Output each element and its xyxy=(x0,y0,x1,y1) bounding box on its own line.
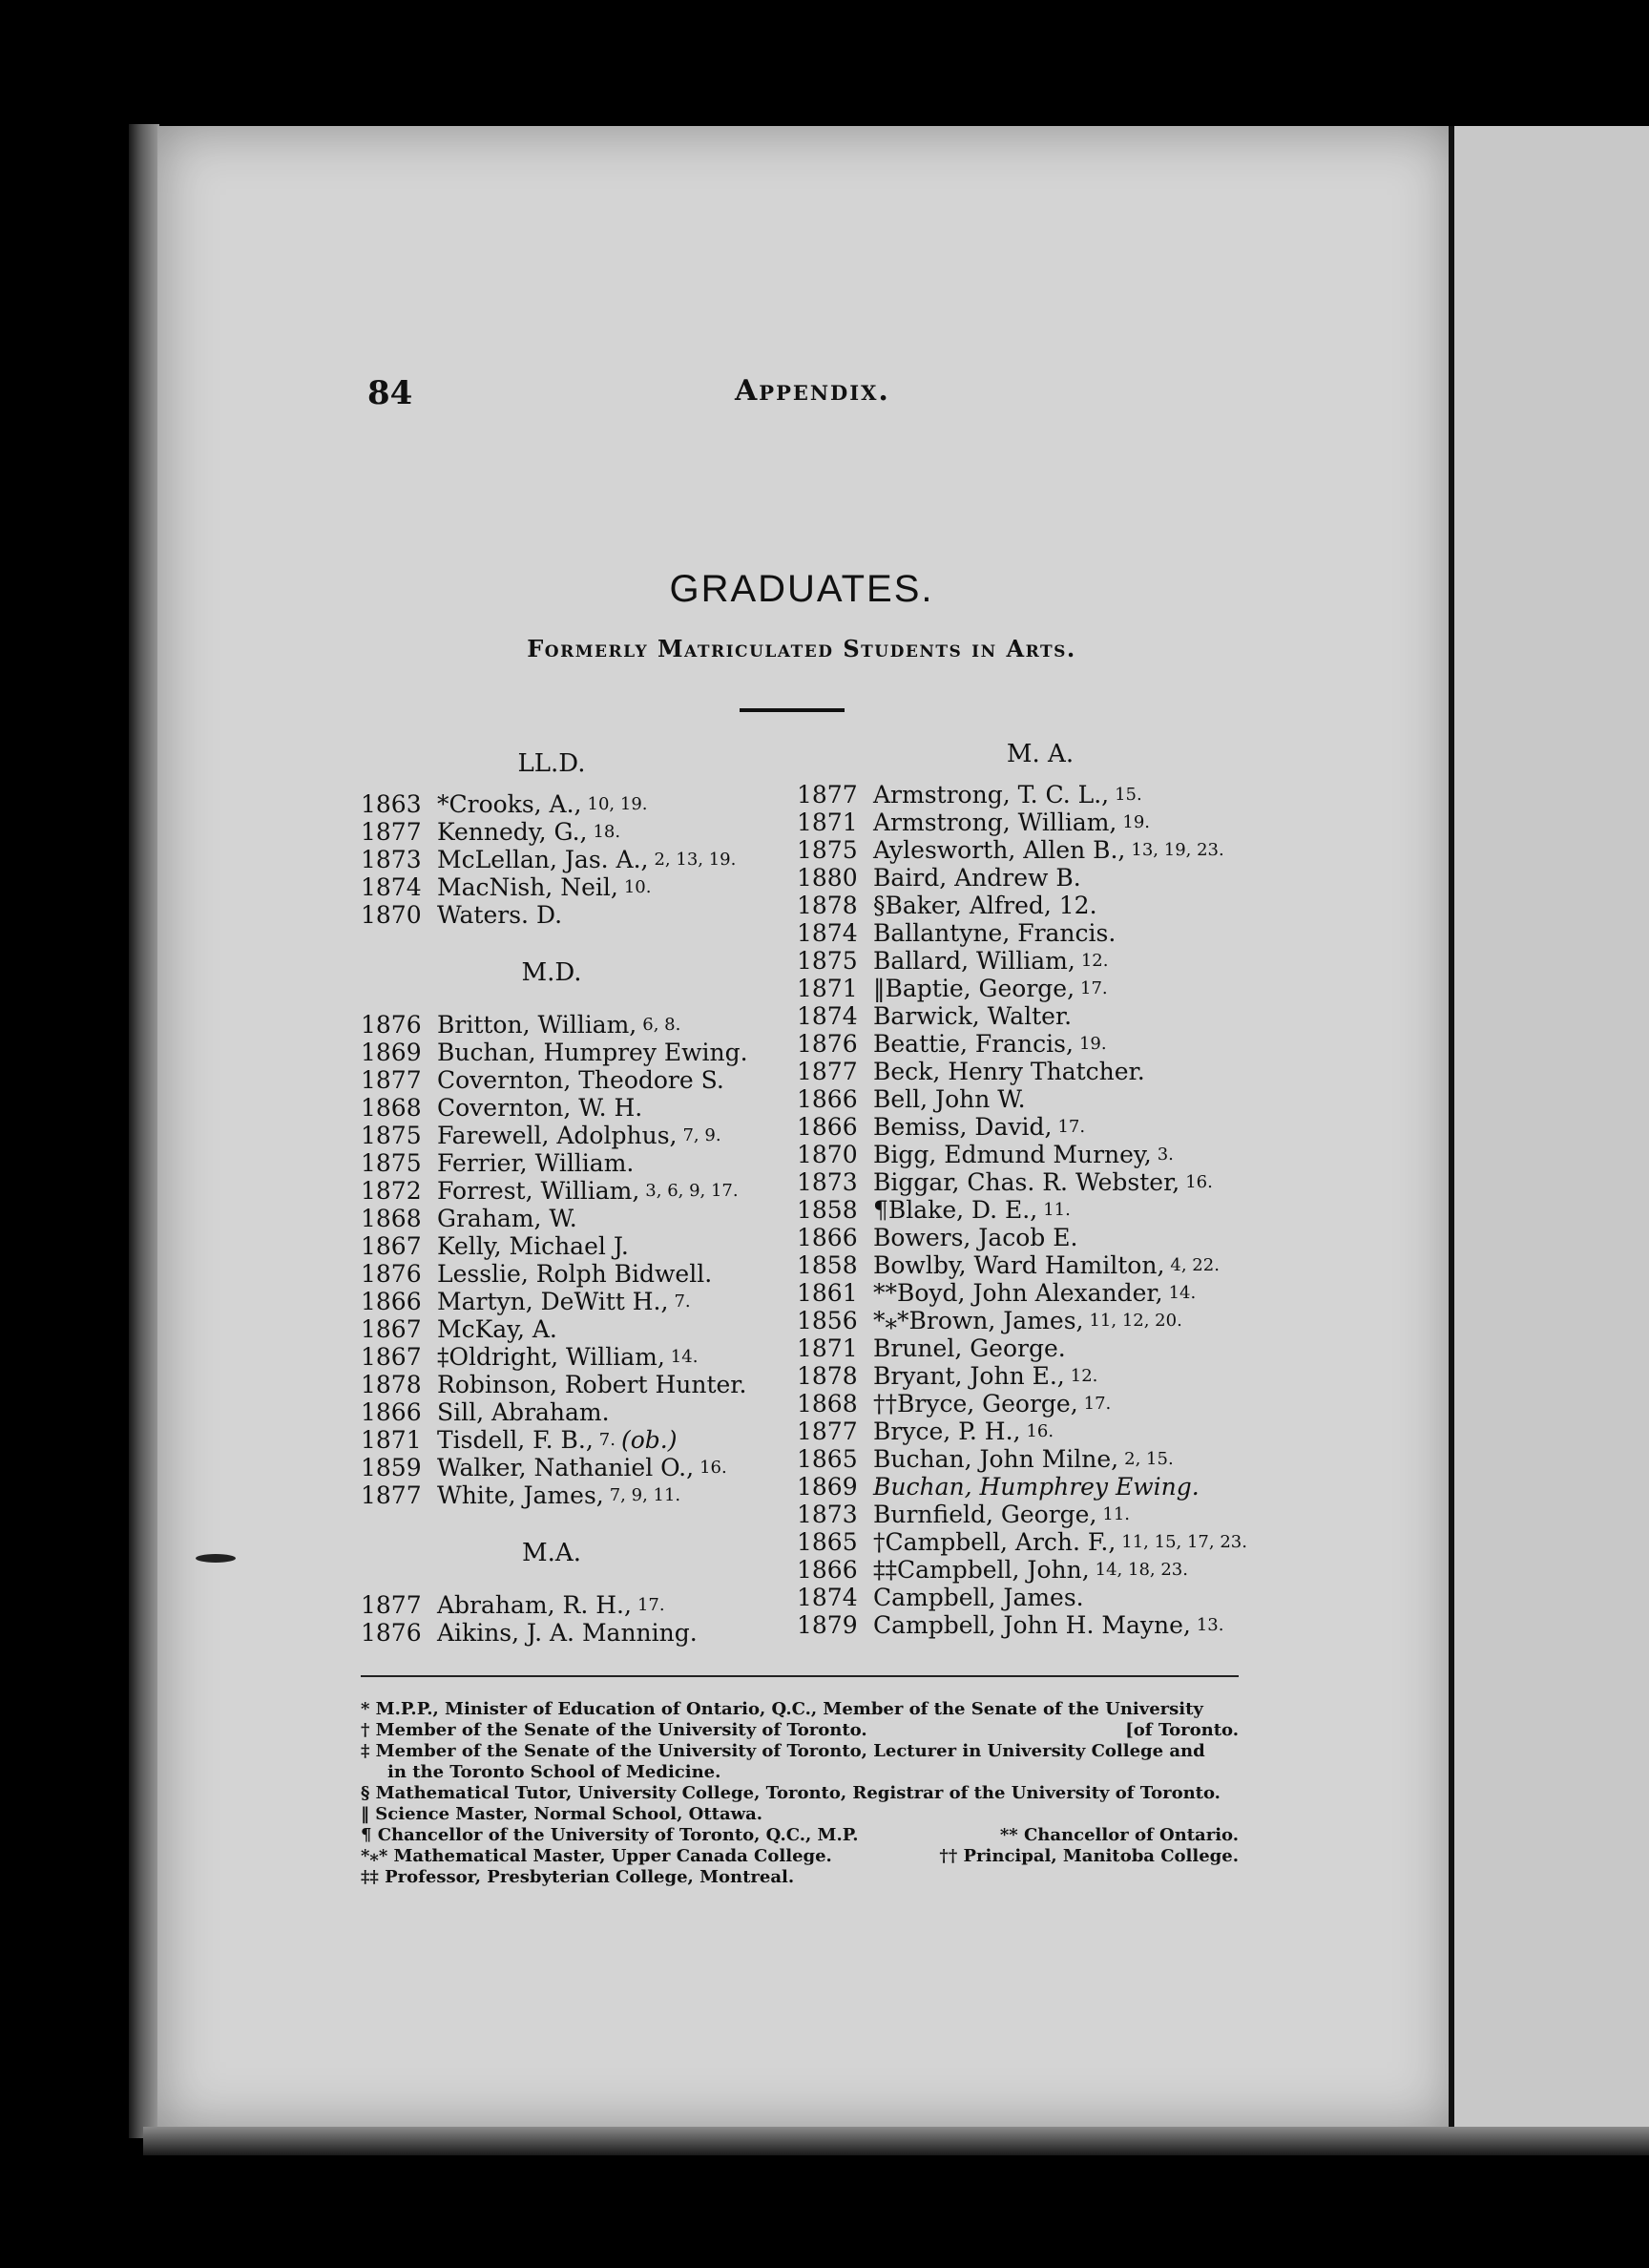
reference-numbers: 14, 18, 23. xyxy=(1095,1560,1188,1580)
graduate-entry xyxy=(797,1501,1245,1528)
reference-numbers: 13. xyxy=(1196,1615,1224,1635)
graduate-entry xyxy=(361,1232,800,1260)
footnote-text: in the Toronto School of Medicine. xyxy=(387,1762,721,1782)
graduate-name: ‡Oldright, William, xyxy=(437,1343,665,1371)
reference-numbers: 17. xyxy=(637,1595,665,1615)
graduate-name: MacNish, Neil, xyxy=(437,873,618,901)
graduate-entry xyxy=(361,1619,800,1647)
graduate-entry xyxy=(797,1113,1245,1141)
footnote xyxy=(361,1804,1239,1825)
graduate-name: Beattie, Francis, xyxy=(873,1030,1074,1058)
graduation-year: 1865 xyxy=(797,1528,858,1556)
graduate-entry xyxy=(797,1085,1245,1113)
graduate-name: Brunel, George. xyxy=(873,1334,1066,1362)
graduation-year: 1877 xyxy=(361,818,422,846)
graduate-entry xyxy=(797,1473,1245,1501)
graduation-year: 1858 xyxy=(797,1196,858,1224)
graduation-year: 1866 xyxy=(361,1398,422,1426)
graduate-entry xyxy=(361,1398,800,1426)
graduate-name: Bryant, John E., xyxy=(873,1362,1065,1390)
graduate-name: Barwick, Walter. xyxy=(873,1002,1073,1030)
footnote-text: § Mathematical Tutor, University College, Toronto, Registrar of the University of Toronto. xyxy=(361,1783,1221,1803)
ink-smudge xyxy=(196,1554,236,1563)
reference-numbers: 7, 9. xyxy=(682,1125,721,1145)
graduation-year: 1877 xyxy=(797,1058,858,1085)
graduate-entry xyxy=(797,1528,1245,1556)
entry-note: (ob.) xyxy=(620,1426,678,1454)
graduate-entry xyxy=(797,1390,1245,1418)
reference-numbers: 14. xyxy=(1168,1283,1197,1303)
graduate-entry xyxy=(361,1039,800,1066)
graduate-entry xyxy=(797,1584,1245,1611)
graduate-entry xyxy=(361,1591,800,1619)
facing-page-strip xyxy=(1454,126,1649,2131)
graduation-year: 1868 xyxy=(797,1390,858,1418)
reference-numbers: 4, 22. xyxy=(1170,1255,1220,1275)
graduate-entry xyxy=(797,1002,1245,1030)
graduation-year: 1870 xyxy=(361,901,422,929)
page-number: 84 xyxy=(367,374,413,412)
footnote-text: ‡‡ Professor, Presbyterian College, Montreal. xyxy=(361,1867,795,1887)
graduate-entry xyxy=(361,1454,800,1481)
graduation-year: 1869 xyxy=(361,1039,422,1066)
graduate-entry xyxy=(361,1260,800,1288)
reference-numbers: 3, 6, 9, 17. xyxy=(645,1181,739,1201)
graduation-year: 1870 xyxy=(797,1141,858,1168)
graduate-name: ‖Baptie, George, xyxy=(873,975,1075,1002)
footnote xyxy=(361,1720,1239,1741)
reference-numbers: 16. xyxy=(1026,1421,1054,1441)
graduate-entry xyxy=(361,1205,800,1232)
graduate-name: Armstrong, William, xyxy=(873,808,1117,836)
graduate-entry xyxy=(361,1094,800,1122)
graduation-year: 1880 xyxy=(797,864,858,892)
graduate-name: Lesslie, Rolph Bidwell. xyxy=(437,1260,713,1288)
footnote-text: * M.P.P., Minister of Education of Ontario, Q.C., Member of the Senate of the University xyxy=(361,1699,1203,1719)
graduate-name: Bell, John W. xyxy=(873,1085,1026,1113)
footnote-text: *⁎* Mathematical Master, Upper Canada College. xyxy=(361,1846,832,1866)
graduation-year: 1875 xyxy=(797,836,858,864)
graduation-year: 1861 xyxy=(797,1279,858,1307)
graduation-year: 1875 xyxy=(361,1122,422,1149)
graduate-name: Campbell, John H. Mayne, xyxy=(873,1611,1191,1639)
graduate-name: Tisdell, F. B., xyxy=(437,1426,594,1454)
graduation-year: 1859 xyxy=(361,1454,422,1481)
title-rule xyxy=(740,708,845,712)
graduate-name: **Boyd, John Alexander, xyxy=(873,1279,1163,1307)
footnote xyxy=(361,1699,1239,1720)
graduation-year: 1878 xyxy=(797,892,858,919)
reference-numbers: 2, 15. xyxy=(1124,1449,1174,1469)
graduate-name: McLellan, Jas. A., xyxy=(437,846,649,873)
graduate-entry xyxy=(797,1058,1245,1085)
footnote-text: ‡ Member of the Senate of the University of Toronto, Lecturer in University College and xyxy=(361,1741,1205,1761)
footnote xyxy=(361,1783,1239,1804)
graduate-entry xyxy=(797,1362,1245,1390)
graduation-year: 1868 xyxy=(361,1094,422,1122)
graduate-name: *Crooks, A., xyxy=(437,790,582,818)
footnote xyxy=(361,1762,1239,1783)
graduate-name: §Baker, Alfred, 12. xyxy=(873,892,1097,919)
graduate-entry xyxy=(797,892,1245,919)
reference-numbers: 11, 15, 17, 23. xyxy=(1121,1532,1247,1552)
graduate-name: Waters. D. xyxy=(437,901,563,929)
graduation-year: 1876 xyxy=(361,1011,422,1039)
graduate-entry xyxy=(797,1307,1245,1334)
section-heading-md: M.D. xyxy=(521,958,582,987)
graduate-entry xyxy=(797,1251,1245,1279)
graduate-name: Kelly, Michael J. xyxy=(437,1232,629,1260)
graduate-entry xyxy=(361,1122,800,1149)
graduate-name: Burnfield, George, xyxy=(873,1501,1097,1528)
reference-numbers: 10. xyxy=(623,877,652,897)
reference-numbers: 6, 8. xyxy=(642,1015,681,1035)
graduation-year: 1875 xyxy=(361,1149,422,1177)
graduate-name: Ballard, William, xyxy=(873,947,1075,975)
graduate-entry xyxy=(797,1334,1245,1362)
graduate-entry xyxy=(797,1168,1245,1196)
reference-numbers: 19. xyxy=(1078,1034,1107,1054)
graduation-year: 1873 xyxy=(797,1168,858,1196)
reference-numbers: 16. xyxy=(1185,1172,1213,1192)
graduate-entry xyxy=(361,1066,800,1094)
footnote-text: ‖ Science Master, Normal School, Ottawa. xyxy=(361,1804,763,1824)
graduation-year: 1877 xyxy=(797,781,858,808)
running-head: Appendix. xyxy=(735,374,890,408)
graduate-entry xyxy=(797,1224,1245,1251)
footnote-text: † Member of the Senate of the University of Toronto. xyxy=(361,1720,867,1740)
graduation-year: 1875 xyxy=(797,947,858,975)
footnote-text-right: [of Toronto. xyxy=(1125,1720,1239,1740)
reference-numbers: 11, 12, 20. xyxy=(1089,1311,1182,1331)
graduate-name: Britton, William, xyxy=(437,1011,637,1039)
footnote-text: ¶ Chancellor of the University of Toronto, Q.C., M.P. xyxy=(361,1825,859,1845)
reference-numbers: 7. xyxy=(674,1292,691,1312)
list-lld xyxy=(361,790,800,929)
graduate-entry xyxy=(797,947,1245,975)
graduate-name: Biggar, Chas. R. Webster, xyxy=(873,1168,1180,1196)
page-left-edge xyxy=(129,124,159,2138)
reference-numbers: 12. xyxy=(1080,951,1109,971)
graduation-year: 1869 xyxy=(797,1473,858,1501)
graduate-name: Forrest, William, xyxy=(437,1177,640,1205)
reference-numbers: 16. xyxy=(699,1458,727,1478)
right-column xyxy=(797,735,1245,1639)
footnote xyxy=(361,1825,1239,1846)
graduate-entry xyxy=(797,836,1245,864)
graduate-name: Bryce, P. H., xyxy=(873,1418,1021,1445)
graduate-entry xyxy=(361,873,800,901)
graduate-name: ††Bryce, George, xyxy=(873,1390,1078,1418)
graduation-year: 1877 xyxy=(361,1481,422,1509)
graduate-name: Baird, Andrew B. xyxy=(873,864,1081,892)
graduate-entry xyxy=(361,1288,800,1315)
list-ma-left xyxy=(361,1591,800,1647)
graduate-name: Campbell, James. xyxy=(873,1584,1084,1611)
graduation-year: 1866 xyxy=(797,1085,858,1113)
graduate-entry xyxy=(361,846,800,873)
reference-numbers: 11. xyxy=(1043,1200,1071,1220)
graduation-year: 1867 xyxy=(361,1315,422,1343)
graduate-name: ¶Blake, D. E., xyxy=(873,1196,1038,1224)
page-bottom-edge xyxy=(143,2127,1649,2155)
footnote-text-right: ** Chancellor of Ontario. xyxy=(999,1825,1239,1845)
reference-numbers: 10, 19. xyxy=(587,794,648,814)
graduation-year: 1867 xyxy=(361,1232,422,1260)
graduate-entry xyxy=(361,1481,800,1509)
reference-numbers: 14. xyxy=(670,1347,699,1367)
graduate-entry xyxy=(361,1315,800,1343)
page-subtitle: Formerly Matriculated Students in Arts. xyxy=(527,635,1076,662)
graduation-year: 1874 xyxy=(797,919,858,947)
graduation-year: 1878 xyxy=(797,1362,858,1390)
graduate-entry xyxy=(797,1556,1245,1584)
graduation-year: 1856 xyxy=(797,1307,858,1334)
graduate-name: McKay, A. xyxy=(437,1315,557,1343)
graduate-name: Graham, W. xyxy=(437,1205,577,1232)
page-title: GRADUATES. xyxy=(669,568,934,610)
graduate-name: Aylesworth, Allen B., xyxy=(873,836,1126,864)
graduate-name: *⁎*Brown, James, xyxy=(873,1307,1084,1334)
graduate-name: Robinson, Robert Hunter. xyxy=(437,1371,747,1398)
graduation-year: 1872 xyxy=(361,1177,422,1205)
graduation-year: 1877 xyxy=(361,1591,422,1619)
reference-numbers: 18. xyxy=(593,822,621,842)
graduate-entry xyxy=(361,1177,800,1205)
footnotes xyxy=(361,1699,1239,1888)
graduation-year: 1871 xyxy=(797,1334,858,1362)
graduate-entry xyxy=(797,1141,1245,1168)
graduation-year: 1874 xyxy=(797,1002,858,1030)
graduation-year: 1878 xyxy=(361,1371,422,1398)
graduation-year: 1873 xyxy=(797,1501,858,1528)
graduate-entry xyxy=(797,1445,1245,1473)
section-heading-ma-right: M. A. xyxy=(1006,740,1075,768)
section-heading-lld: LL.D. xyxy=(517,749,586,778)
graduate-entry xyxy=(361,1371,800,1398)
graduate-entry xyxy=(797,864,1245,892)
footnote xyxy=(361,1846,1239,1867)
graduate-entry xyxy=(361,818,800,846)
graduation-year: 1871 xyxy=(797,808,858,836)
graduation-year: 1871 xyxy=(797,975,858,1002)
graduate-name: Farewell, Adolphus, xyxy=(437,1122,678,1149)
graduate-entry xyxy=(797,975,1245,1002)
reference-numbers: 19. xyxy=(1122,812,1151,832)
footnote xyxy=(361,1867,1239,1888)
left-column xyxy=(361,735,800,1647)
graduation-year: 1876 xyxy=(797,1030,858,1058)
graduate-entry xyxy=(797,1418,1245,1445)
graduate-entry xyxy=(797,1196,1245,1224)
graduation-year: 1874 xyxy=(797,1584,858,1611)
graduation-year: 1866 xyxy=(361,1288,422,1315)
graduation-year: 1879 xyxy=(797,1611,858,1639)
reference-numbers: 17. xyxy=(1083,1394,1112,1414)
graduate-name: Bowers, Jacob E. xyxy=(873,1224,1078,1251)
graduation-year: 1876 xyxy=(361,1260,422,1288)
graduate-entry xyxy=(797,781,1245,808)
graduate-name: Ferrier, William. xyxy=(437,1149,635,1177)
graduate-name: Buchan, Humprey Ewing. xyxy=(437,1039,748,1066)
graduate-entry xyxy=(797,1279,1245,1307)
graduate-name: Covernton, W. H. xyxy=(437,1094,643,1122)
graduate-entry xyxy=(797,919,1245,947)
graduate-name: Bowlby, Ward Hamilton, xyxy=(873,1251,1165,1279)
graduate-name: Walker, Nathaniel O., xyxy=(437,1454,695,1481)
footnote-text-right: †† Principal, Manitoba College. xyxy=(939,1846,1239,1866)
graduation-year: 1866 xyxy=(797,1224,858,1251)
graduate-name: Ballantyne, Francis. xyxy=(873,919,1117,947)
graduate-entry xyxy=(361,1426,800,1454)
footnote-rule xyxy=(361,1675,1239,1677)
graduate-name: ‡‡Campbell, John, xyxy=(873,1556,1090,1584)
graduate-name: Armstrong, T. C. L., xyxy=(873,781,1110,808)
graduate-entry xyxy=(797,1030,1245,1058)
graduate-name: Kennedy, G., xyxy=(437,818,588,846)
graduation-year: 1873 xyxy=(361,846,422,873)
graduation-year: 1866 xyxy=(797,1556,858,1584)
graduate-name: Sill, Abraham. xyxy=(437,1398,610,1426)
reference-numbers: 7, 9, 11. xyxy=(609,1485,681,1505)
graduation-year: 1871 xyxy=(361,1426,422,1454)
graduate-name: Martyn, DeWitt H., xyxy=(437,1288,669,1315)
graduate-name: Beck, Henry Thatcher. xyxy=(873,1058,1145,1085)
graduation-year: 1863 xyxy=(361,790,422,818)
graduate-entry xyxy=(361,1149,800,1177)
graduation-year: 1877 xyxy=(361,1066,422,1094)
graduate-name: Aikins, J. A. Manning. xyxy=(437,1619,698,1647)
graduate-name: Covernton, Theodore S. xyxy=(437,1066,724,1094)
reference-numbers: 3. xyxy=(1157,1144,1174,1165)
reference-numbers: 15. xyxy=(1115,785,1142,805)
section-heading-ma-left: M.A. xyxy=(522,1539,581,1567)
reference-numbers: 13, 19, 23. xyxy=(1131,840,1224,860)
graduate-entry xyxy=(797,1611,1245,1639)
list-ma-right xyxy=(797,781,1245,1639)
list-md xyxy=(361,1011,800,1509)
graduation-year: 1877 xyxy=(797,1418,858,1445)
graduate-name: Buchan, Humphrey Ewing. xyxy=(873,1473,1200,1501)
reference-numbers: 12. xyxy=(1070,1366,1098,1386)
graduation-year: 1858 xyxy=(797,1251,858,1279)
graduate-name: Buchan, John Milne, xyxy=(873,1445,1119,1473)
graduation-year: 1865 xyxy=(797,1445,858,1473)
graduation-year: 1876 xyxy=(361,1619,422,1647)
graduation-year: 1868 xyxy=(361,1205,422,1232)
graduation-year: 1866 xyxy=(797,1113,858,1141)
graduation-year: 1874 xyxy=(361,873,422,901)
reference-numbers: 11. xyxy=(1102,1504,1131,1524)
graduate-name: Bemiss, David, xyxy=(873,1113,1053,1141)
graduate-name: †Campbell, Arch. F., xyxy=(873,1528,1117,1556)
reference-numbers: 2, 13, 19. xyxy=(654,850,737,870)
reference-numbers: 17. xyxy=(1080,978,1108,998)
reference-numbers: 7. xyxy=(598,1430,616,1450)
graduation-year: 1867 xyxy=(361,1343,422,1371)
graduate-name: Bigg, Edmund Murney, xyxy=(873,1141,1152,1168)
graduate-name: White, James, xyxy=(437,1481,604,1509)
reference-numbers: 17. xyxy=(1057,1117,1086,1137)
graduate-entry xyxy=(797,808,1245,836)
graduate-name: Abraham, R. H., xyxy=(437,1591,632,1619)
footnote xyxy=(361,1741,1239,1762)
graduate-entry xyxy=(361,901,800,929)
graduate-entry xyxy=(361,790,800,818)
graduate-entry xyxy=(361,1343,800,1371)
graduate-entry xyxy=(361,1011,800,1039)
